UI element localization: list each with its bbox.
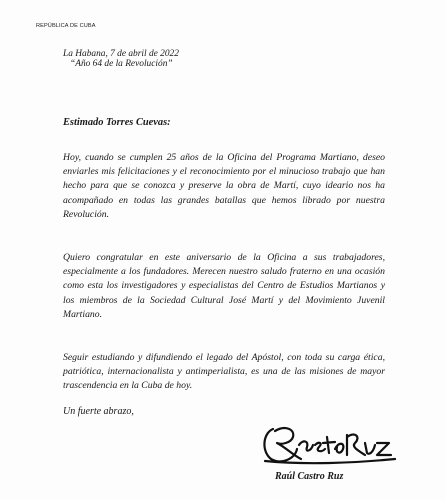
year-motto: “Año 64 de la Revolución”: [70, 59, 173, 69]
place-date: La Habana, 7 de abril de 2022: [63, 49, 179, 59]
letter-closing: Un fuerte abrazo,: [63, 406, 134, 417]
letter-paragraph: Quiero congratular en este aniversario de la Oficina a sus trabajadores, especialmente a los fundadores. Merecen nuestro saludo fraterno en una ocasión como esta los investigadores y especialistas del Centro de Estudios Martianos y los miembros de la Sociedad Cultural José Martí y del Movimiento Juvenil Martiano.: [63, 252, 385, 320]
letterhead-institution: REPÚBLICA DE CUBA: [36, 23, 96, 29]
letter-paragraph: Seguir estudiando y difundiendo el legado del Apóstol, con toda su carga ética, patriótica, internacionalista y antimperialista, es una de las misiones de mayor trascendencia en la Cuba de hoy.: [63, 352, 385, 392]
handwritten-signature: [255, 415, 405, 469]
letter-greeting: Estimado Torres Cuevas:: [63, 117, 171, 128]
letter-paragraph: Hoy, cuando se cumplen 25 años de la Oficina del Programa Martiano, deseo enviarles mis felicitaciones y el reconocimiento por el minucioso trabajo que han hecho para que se conozca y preserve la obra de Martí, cuyo ideario nos ha acompañado en todas las grandes batallas que hemos librado por nuestra Revolución.: [63, 152, 385, 220]
signatory-name: Raúl Castro Ruz: [275, 471, 344, 482]
